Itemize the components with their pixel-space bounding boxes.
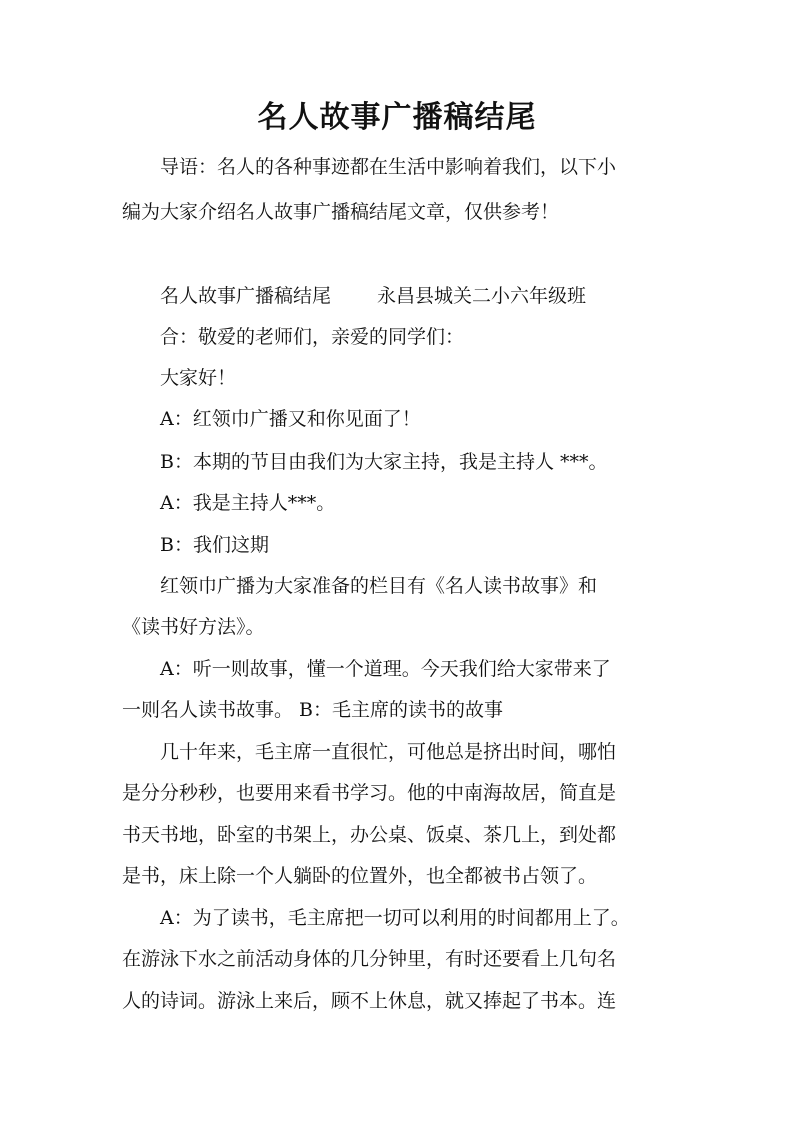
text-line: 大家好！ [160, 367, 237, 389]
text-line: B：我们这期 [160, 534, 269, 556]
text-line: 在游泳下水之前活动身体的几分钟里，有时还要看上几句名 [122, 948, 617, 970]
text-line: A：听一则故事，懂一个道理。今天我们给大家带来了 [160, 658, 611, 680]
document-title: 名人故事广播稿结尾 [257, 100, 537, 135]
text-line: 是分分秒秒，也要用来看书学习。他的中南海故居，简直是 [122, 782, 617, 804]
text-line: 是书，床上除一个人躺卧的位置外，也全都被书占领了。 [122, 865, 598, 887]
text-line: 红领巾广播为大家准备的栏目有《名人读书故事》和 [160, 575, 598, 597]
text-line: 几十年来，毛主席一直很忙，可他总是挤出时间，哪怕 [160, 741, 617, 763]
text-line: 书天书地，卧室的书架上，办公桌、饭桌、茶几上，到处都 [122, 824, 617, 846]
header-title: 名人故事广播稿结尾 [160, 285, 332, 307]
text-line: A：红领巾广播又和你见面了！ [160, 408, 421, 430]
text-line: 《读书好方法》。 [122, 616, 265, 638]
text-line: 一则名人读书故事。 B：毛主席的读书的故事 [122, 699, 504, 721]
intro-line-2: 编为大家介绍名人故事广播稿结尾文章，仅供参考！ [122, 201, 560, 223]
intro-line-1: 导语：名人的各种事迹都在生活中影响着我们，以下小 [160, 156, 617, 178]
text-line: B：本期的节目由我们为大家主持，我是主持人 ***。 [160, 451, 608, 473]
header-school: 永昌县城关二小六年级班 [377, 285, 587, 307]
text-line: A：我是主持人***。 [160, 492, 336, 514]
text-line: 合：敬爱的老师们，亲爱的同学们： [160, 326, 465, 348]
text-line: 人的诗词。游泳上来后，顾不上休息，就又捧起了书本。连 [122, 990, 617, 1012]
text-line: A：为了读书，毛主席把一切可以利用的时间都用上了。 [160, 907, 630, 929]
broadcast-header [160, 281, 586, 311]
